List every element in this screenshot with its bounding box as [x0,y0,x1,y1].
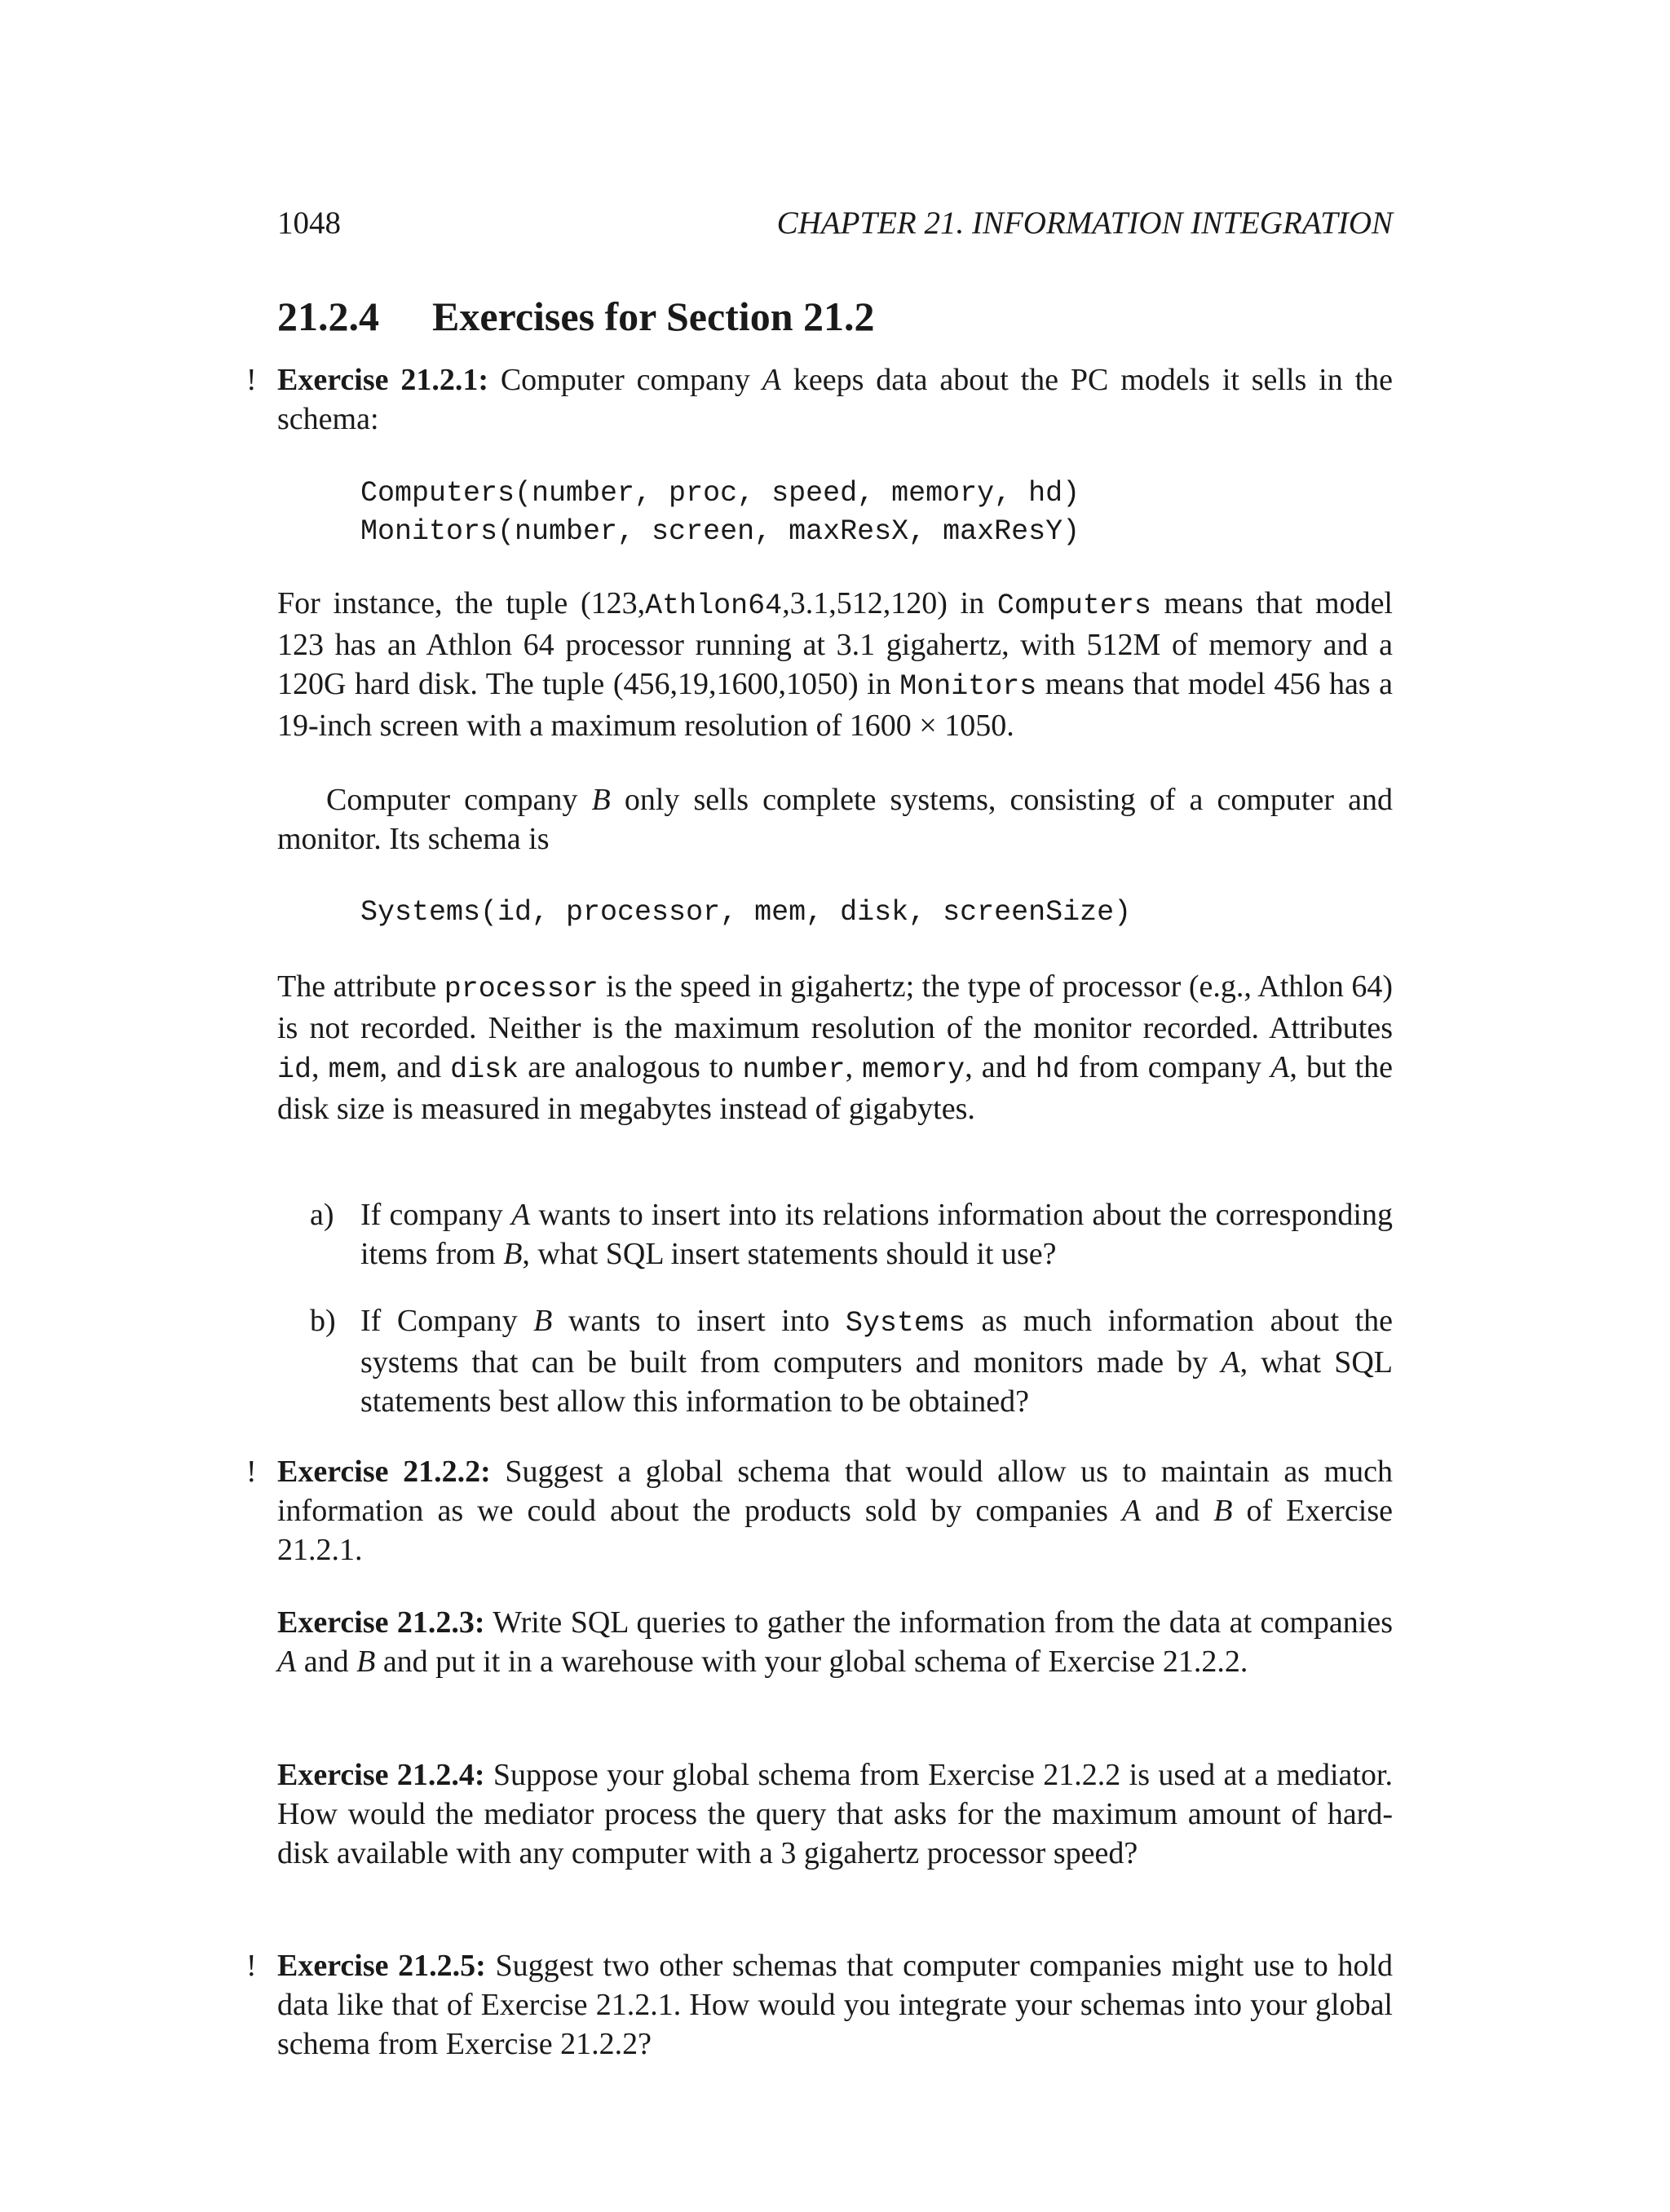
exercise-21-2-1-company-b: Computer company B only sells complete systems, consisting of a computer and monitor. Its schema is [277,783,1393,856]
schema-computers: Computers(number, proc, speed, memory, hd) [360,477,1080,510]
exercise-label: Exercise 21.2.2: [277,1455,491,1489]
difficulty-mark: ! [246,1455,257,1489]
exercise-21-2-3: Exercise 21.2.3: Write SQL queries to gather the information from the data at companies A and B and put it in a warehouse with your global schema of Exercise 21.2.2. [277,1605,1393,1679]
exercise-21-2-2: Exercise 21.2.2: Suggest a global schema that would allow us to maintain as much information as we could about the products sold by companies A and B of Exercise 21.2.1. [277,1455,1394,1567]
exercise-21-2-4: Exercise 21.2.4: Suppose your global schema from Exercise 21.2.2 is used at a mediator. How would the mediator process the query that asks for the maximum amount of hard-disk available with any computer with a 3 gigahertz processor speed? [277,1758,1393,1870]
section-number: 21.2.4 [277,294,379,339]
schema-monitors: Monitors(number, screen, maxResX, maxResY) [360,515,1080,548]
subquestion-label: a) [310,1198,334,1232]
section-title-text: Exercises for Section 21.2 [432,294,875,339]
exercise-label: Exercise 21.2.1: [277,363,488,397]
exercise-21-2-1-attributes: The attribute processor is the speed in gigahertz; the type of processor (e.g., Athlon 64) is not recorded. Neither is the maximum resolution of the monitor recorded. Attributes id, mem, and disk are analogous to number, memory, and hd from company A, but the disk size is measured in megabytes instead of gigabytes. [277,969,1394,1126]
chapter-title: CHAPTER 21. INFORMATION INTEGRATION [776,205,1393,241]
subquestion-label: b) [310,1304,336,1338]
exercise-label: Exercise 21.2.3: [277,1605,485,1640]
exercise-21-2-1-example: For instance, the tuple (123,Athlon64,3.1,512,120) in Computers means that model 123 has an Athlon 64 processor running at 3.1 gigahertz, with 512M of memory and a 120G hard disk. The tuple (456,19,1600,1050) in Monitors means that model 456 has a 19-inch screen with a maximum resolution of 1600 × 1050. [277,586,1393,743]
section-heading [277,292,875,341]
subquestion-b: b) If Company B wants to insert into Systems as much information about the systems that can be built from computers and monitors made by A, what SQL statements best allow this information to be obtained? [310,1301,1393,1421]
page-number: 1048 [277,205,341,241]
exercise-21-2-5: Exercise 21.2.5: Suggest two other schemas that computer companies might use to hold data like that of Exercise 21.2.1. How would you integrate your schemas into your global schema from Exercise 21.2.2? [277,1949,1394,2061]
subquestion-a: a) If company A wants to insert into its relations information about the corresponding items from B, what SQL insert statements should it use? [310,1195,1393,1274]
exercise-label: Exercise 21.2.5: [277,1949,486,1983]
exercise-21-2-1-intro: Exercise 21.2.1: Computer company A keeps data about the PC models it sells in the schema: [277,363,1393,436]
exercise-label: Exercise 21.2.4: [277,1758,485,1792]
difficulty-mark: ! [246,1949,257,1983]
schema-systems: Systems(id, processor, mem, disk, screenSize) [360,896,1132,929]
difficulty-mark: ! [246,363,257,397]
